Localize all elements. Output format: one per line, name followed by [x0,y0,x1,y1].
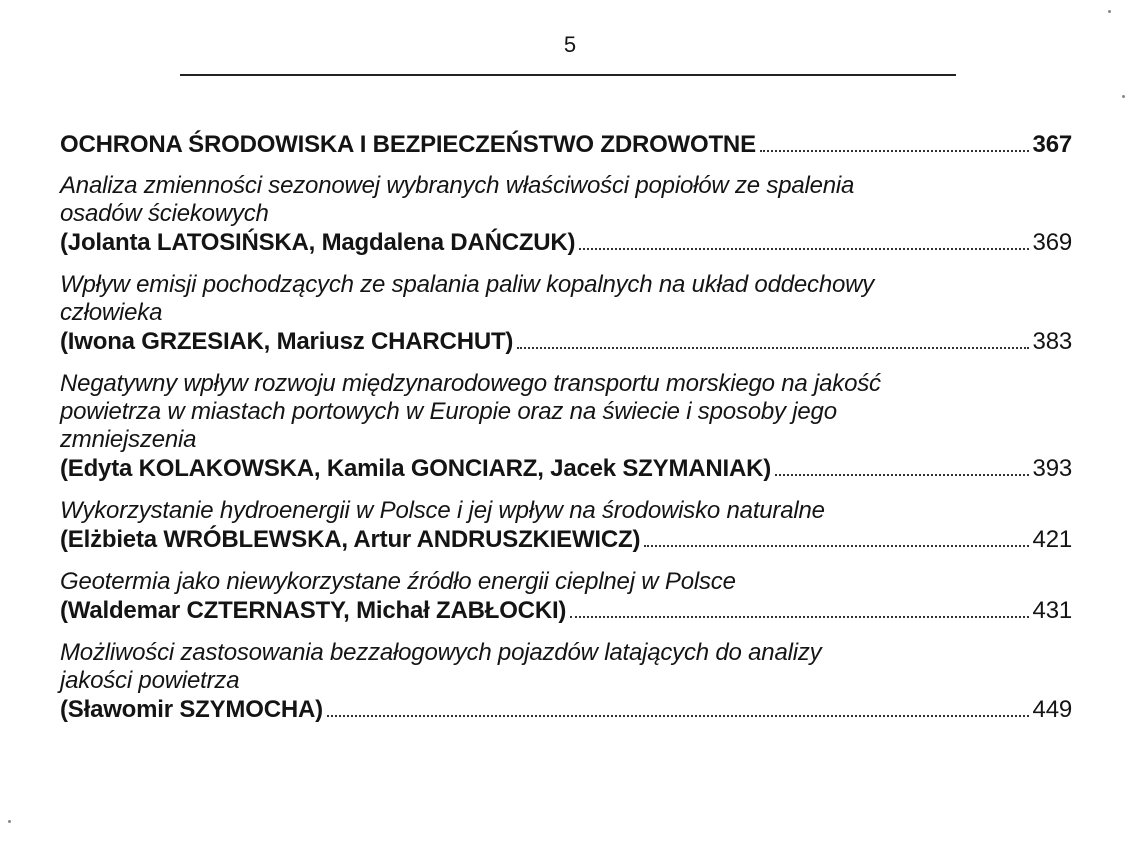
entry-authors: (Edyta KOLAKOWSKA, Kamila GONCIARZ, Jacek SZYMANIAK) [60,455,772,482]
entry-page-number: 421 [1032,526,1072,553]
entry-title-line: zmniejszenia [60,426,197,453]
entry-page-number: 449 [1032,696,1072,723]
entry-title-line: człowieka [60,299,163,326]
toc-entry [60,639,1072,725]
entry-authors: (Elżbieta WRÓBLEWSKA, Artur ANDRUSZKIEWICZ) [60,526,641,553]
entry-author-line [60,454,1072,484]
entry-page-number: 383 [1032,328,1072,355]
section-title: OCHRONA ŚRODOWISKA I BEZPIECZEŃSTWO ZDROWOTNE [60,131,756,158]
entry-title-line: Negatywny wpływ rozwoju międzynarodowego transportu morskiego na jakość [60,370,881,397]
entry-title-line: Analiza zmienności sezonowej wybranych właściwości popiołów ze spalenia [60,172,855,199]
section-page-number: 367 [1032,131,1072,158]
scan-speck [1122,95,1125,98]
dot-leader [644,545,1028,547]
toc-entry [60,370,1072,484]
entry-title-line: Geotermia jako niewykorzystane źródło energii cieplnej w Polsce [60,568,736,595]
entry-title-line: Możliwości zastosowania bezzałogowych pojazdów latających do analizy [60,639,822,666]
scan-speck [1108,10,1111,13]
entry-authors: (Waldemar CZTERNASTY, Michał ZABŁOCKI) [60,597,567,624]
dot-leader [579,248,1028,250]
toc-entry [60,568,1072,626]
entry-page-number: 369 [1032,229,1072,256]
entry-author-line [60,327,1072,357]
dot-leader [775,474,1029,476]
entry-author-line [60,695,1072,725]
scan-speck [8,820,11,823]
entry-author-line [60,228,1072,258]
toc-entries [60,172,1072,725]
toc-entry [60,271,1072,357]
entry-authors: (Jolanta LATOSIŃSKA, Magdalena DAŃCZUK) [60,229,576,256]
entry-page-number: 393 [1032,455,1072,482]
section-heading [60,130,1072,160]
entry-title-line: Wpływ emisji pochodzących ze spalania paliw kopalnych na układ oddechowy [60,271,875,298]
dot-leader [570,616,1028,618]
toc-entry [60,497,1072,555]
dot-leader [760,150,1029,152]
dot-leader [327,715,1029,717]
entry-author-line [60,596,1072,626]
entry-title-line: Wykorzystanie hydroenergii w Polsce i jej wpływ na środowisko naturalne [60,497,825,524]
entry-title-line: osadów ściekowych [60,200,269,227]
header-rule [180,74,956,76]
dot-leader [517,347,1028,349]
entry-author-line [60,525,1072,555]
page-number: 5 [563,32,577,57]
entry-title-line: powietrza w miastach portowych w Europie oraz na świecie i sposoby jego [60,398,837,425]
entry-authors: (Sławomir SZYMOCHA) [60,696,323,723]
toc-entry [60,172,1072,258]
entry-page-number: 431 [1032,597,1072,624]
entry-title-line: jakości powietrza [60,667,240,694]
table-of-contents [60,130,1072,738]
entry-authors: (Iwona GRZESIAK, Mariusz CHARCHUT) [60,328,514,355]
